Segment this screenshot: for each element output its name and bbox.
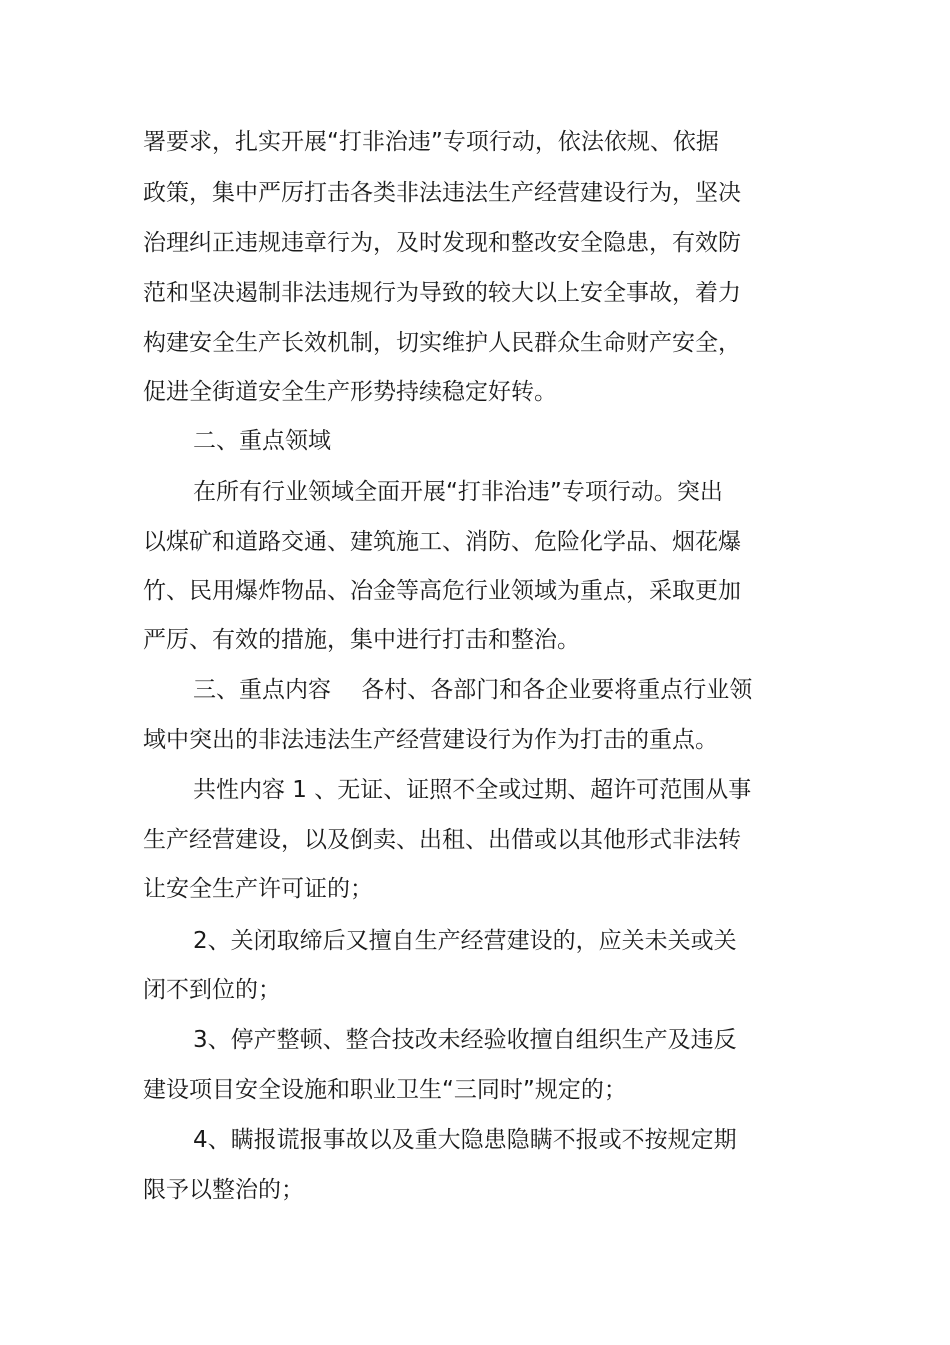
section-heading: 二、重点领域: [193, 428, 331, 454]
paragraph-line: 治理纠正违规违章行为，及时发现和整改安全隐患，有效防: [143, 230, 741, 256]
paragraph-line: 促进全街道安全生产形势持续稳定好转。: [143, 379, 557, 405]
list-item-line: 2、关闭取缔后又擅自生产经营建设的，应关未关或关: [193, 928, 737, 954]
list-item-line: 4、瞒报谎报事故以及重大隐患隐瞒不报或不按规定期: [193, 1127, 737, 1153]
list-item-line: 限予以整治的；: [143, 1177, 304, 1203]
list-item-line: 闭不到位的；: [143, 977, 281, 1003]
paragraph-line: 范和坚决遏制非法违规行为导致的较大以上安全事故，着力: [143, 280, 741, 306]
paragraph-line: 严厉、有效的措施，集中进行打击和整治。: [143, 627, 580, 653]
section-heading: 三、重点内容 各村、各部门和各企业要将重点行业领: [193, 677, 753, 703]
paragraph-line: 竹、民用爆炸物品、冶金等高危行业领域为重点，采取更加: [143, 578, 741, 604]
paragraph-line: 共性内容 1 、无证、证照不全或过期、超许可范围从事: [193, 777, 752, 803]
paragraph-line: 构建安全生产长效机制，切实维护人民群众生命财产安全，: [143, 330, 741, 356]
paragraph-line: 让安全生产许可证的；: [143, 876, 373, 902]
paragraph-line: 生产经营建设，以及倒卖、出租、出借或以其他形式非法转: [143, 827, 741, 853]
list-item-line: 3、停产整顿、整合技改未经验收擅自组织生产及违反: [193, 1027, 737, 1053]
paragraph-line: 在所有行业领域全面开展“打非治违”专项行动。突出: [193, 479, 723, 505]
paragraph-line: 署要求，扎实开展“打非治违”专项行动，依法依规、依据: [143, 129, 719, 155]
list-item-line: 建设项目安全设施和职业卫生“三同时”规定的；: [143, 1077, 627, 1103]
paragraph-line: 政策，集中严厉打击各类非法违法生产经营建设行为，坚决: [143, 180, 741, 206]
paragraph-line: 以煤矿和道路交通、建筑施工、消防、危险化学品、烟花爆: [143, 529, 741, 555]
paragraph-line: 域中突出的非法违法生产经营建设行为作为打击的重点。: [143, 727, 718, 753]
